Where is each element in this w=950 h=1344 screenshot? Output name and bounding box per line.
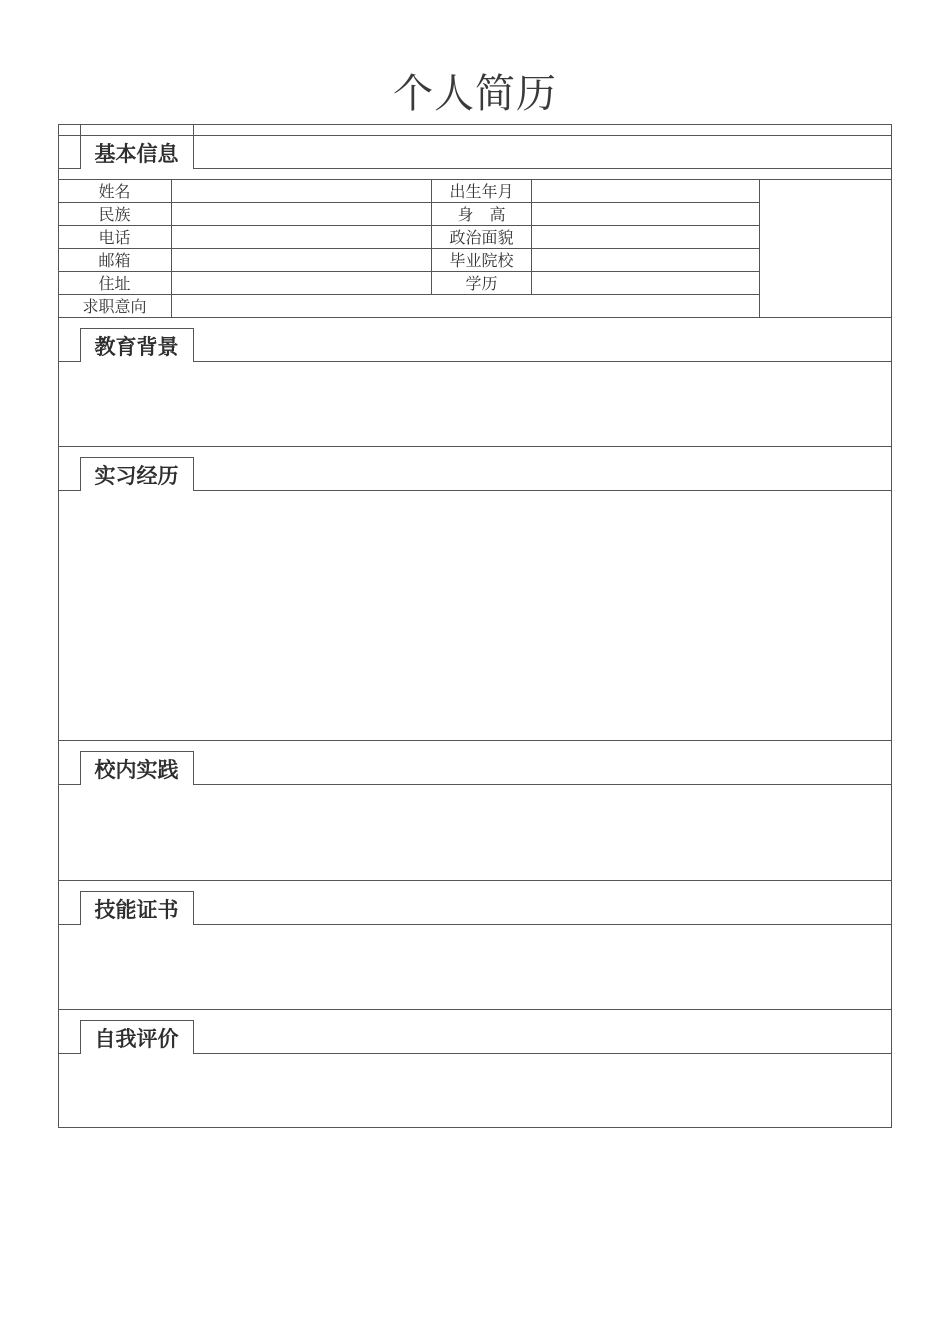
education-content[interactable] xyxy=(59,362,891,446)
frame-top-border xyxy=(58,124,892,125)
label-school: 毕业院校 xyxy=(449,251,514,270)
skills-content[interactable] xyxy=(59,925,891,1009)
grid-line xyxy=(193,1020,194,1054)
label-political-status: 政治面貌 xyxy=(449,228,514,247)
section-title-campus-practice: 校内实践 xyxy=(94,758,179,782)
grid-line xyxy=(58,168,81,169)
label-height: 身 高 xyxy=(457,205,506,224)
label-email: 邮箱 xyxy=(98,251,131,270)
frame-right-border xyxy=(891,124,892,1128)
grid-line xyxy=(80,457,194,458)
grid-line xyxy=(193,751,194,785)
section-title-education: 教育背景 xyxy=(94,335,179,359)
value-name[interactable] xyxy=(172,181,431,202)
grid-line xyxy=(193,891,194,925)
grid-line xyxy=(193,328,194,362)
self-evaluation-content[interactable] xyxy=(59,1054,891,1127)
label-job-intention: 求职意向 xyxy=(82,297,147,316)
grid-line xyxy=(80,328,194,329)
grid-line xyxy=(193,168,892,169)
value-school[interactable] xyxy=(532,250,759,271)
value-email[interactable] xyxy=(172,250,431,271)
value-political-status[interactable] xyxy=(532,227,759,248)
grid-line xyxy=(58,317,892,318)
value-job-intention[interactable] xyxy=(172,296,759,317)
label-name: 姓名 xyxy=(98,182,131,201)
value-ethnicity[interactable] xyxy=(172,204,431,225)
label-education-level: 学历 xyxy=(465,274,498,293)
section-title-skills: 技能证书 xyxy=(94,898,179,922)
grid-line xyxy=(80,1020,194,1021)
label-birth-date: 出生年月 xyxy=(449,182,514,201)
grid-line xyxy=(58,880,892,881)
grid-line xyxy=(58,135,892,136)
value-height[interactable] xyxy=(532,204,759,225)
grid-line xyxy=(193,124,194,169)
label-ethnicity: 民族 xyxy=(98,205,131,224)
grid-line xyxy=(58,740,892,741)
value-phone[interactable] xyxy=(172,227,431,248)
label-address: 住址 xyxy=(98,274,131,293)
value-address[interactable] xyxy=(172,273,431,294)
section-title-internship: 实习经历 xyxy=(94,464,179,488)
grid-line xyxy=(58,446,892,447)
grid-line xyxy=(58,1009,892,1010)
section-title-basic-info: 基本信息 xyxy=(94,142,179,166)
grid-line xyxy=(80,891,194,892)
value-birth-date[interactable] xyxy=(532,181,759,202)
grid-line xyxy=(80,751,194,752)
value-education-level[interactable] xyxy=(532,273,759,294)
frame-bottom-border xyxy=(58,1127,892,1128)
section-title-self-evaluation: 自我评价 xyxy=(94,1027,179,1051)
campus-practice-content[interactable] xyxy=(59,785,891,880)
grid-line xyxy=(193,457,194,491)
page-title: 个人简历 xyxy=(393,71,557,117)
label-phone: 电话 xyxy=(98,228,131,247)
photo-box[interactable] xyxy=(760,180,891,317)
internship-content[interactable] xyxy=(59,491,891,740)
